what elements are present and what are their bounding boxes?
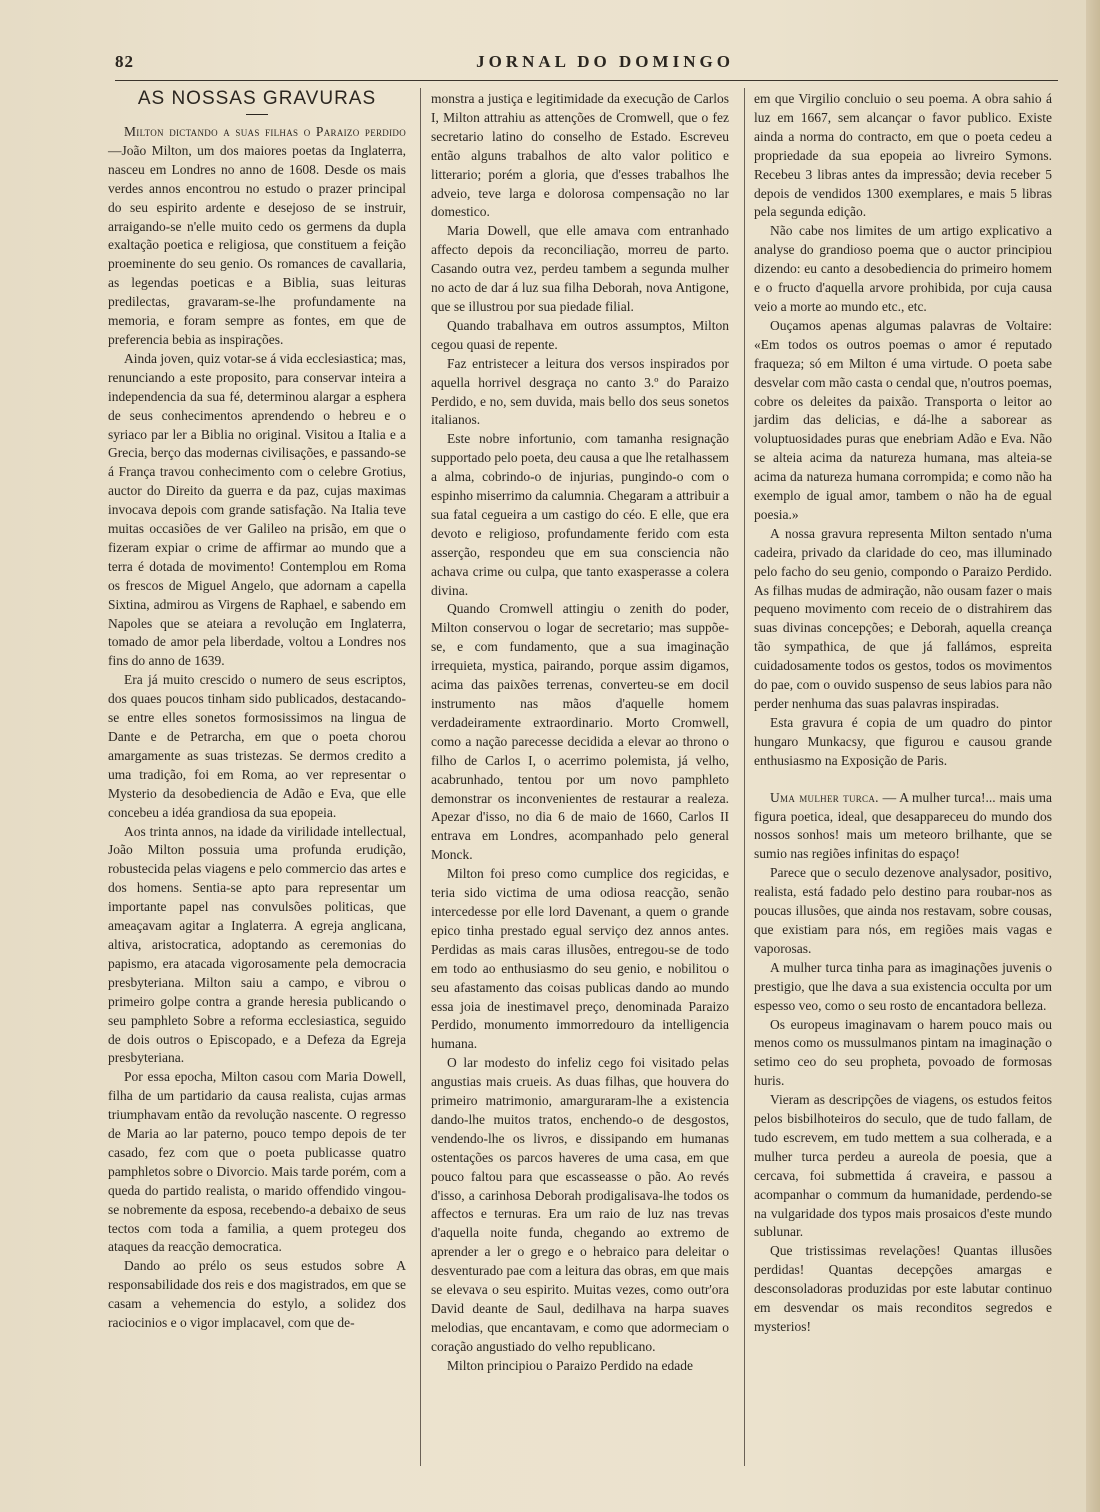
article-paragraph: Por essa epocha, Milton casou com Maria Dowell, filha de um partidario da causa realista, cujas armas triumphavam então da revolução nascente. O regresso de Maria ao lar paterno, pouco tempo depois de ter casado, fez com que o poeta publicasse quatro pamphletos sobre o Divorcio. Mais tarde porém, com a queda do partido realista, o marido offendido vingou-se nobremente da esposa, recebendo-a debaixo de seus tectos com toda a familia, a quem protegeu dos ataques da reacção democratica. [108,1069,406,1255]
article-paragraph: O lar modesto do infeliz cego foi visitado pelas angustias mais crueis. As duas filhas, que houvera do primeiro matrimonio, amarguraram-lhe a existencia dando-lhe muitos tratos, enchendo-o de desgostos, vendendo-lhe os livros, e dissipando em humanas ostentações os parcos haveres de uma casa, em que pouco faltou para que escasseasse o pão. Ao revés d'isso, a carinhosa Deborah prodigalisava-lhe todos os affectos e ternuras. Era um raio de luz nas trevas d'aquella noite funda, chegando ao extremo de aprender a ler o grego e o hebraico para deleitar o desventurado pae com a leitura das obras, em que mais se elevava o seu espirito. Muitas vezes, como outr'ora David deante de Saul, dedilhava na harpa suaves melodias, que encantavam, e como que adormeciam o coração angustiado do velho republicano. [431,1055,729,1354]
article-paragraph: Faz entristecer a leitura dos versos inspirados por aquella horrivel desgraça no canto 3.º do Paraizo Perdido, e no, sem duvida, mais bello dos seus sonetos italianos. [431,355,729,428]
article-paragraph: Ouçamos apenas algumas palavras de Voltaire: «Em todos os outros poemas o amor é reputado fraqueza; só em Milton é uma virtude. O poeta sabe desvelar com mão casta o cendal que, n'outros poemas, cobre os deleites da paixão. Transporta o leitor ao jardim das delicias, e dá-lhe a saborear as voluptuosidades puras que enebriam Adão e Eva. Não se alteia acima da natureza humana, mas alteia-se acima da natureza humana corrompida; e como não ha exemplo de igual amor, tambem o não ha de egual poesia.» [754,317,1052,522]
header-rule [115,80,1058,81]
column-2 [431,90,729,1376]
article-paragraph: Milton principiou o Paraizo Perdido na edade [447,1357,693,1373]
masthead-title: JORNAL DO DOMINGO [476,52,734,71]
article-paragraph: Quando Cromwell attingiu o zenith do poder, Milton conservou o logar de secretario; mas suppõe-se, e com fundamento, que a sua imaginação irrequieta, mystica, pairando, porque assim digamos, acima das paixões terrenas, converteu-se em docil instrumento nas mãos d'aquelle homem verdadeiramente extraordinario. Morto Cromwell, como a nação parecesse decidida a elevar ao throno o filho de Carlos I, o acerrimo polemista, já velho, acabrunhado, tentou por um novo pamphleto demonstrar os inconvenientes de restaurar a realeza. Apezar d'isso, no dia 6 de maio de 1660, Carlos II entrava em Londres, acompanhado pelo general Monck. [431,601,729,863]
article-paragraph: A mulher turca tinha para as imaginações juvenis o prestigio, que lhe dava a sua existencia occulta por um espesso veo, como o seu rosto de encantadora belleza. [754,959,1052,1013]
column-divider [744,88,745,1466]
article-paragraph: Vieram as descripções de viagens, os estudos feitos pelos bisbilhoteiros do seculo, que de tudo fallam, de tudo escrevem, em tudo mettem a sua colherada, e a mulher turca perdeu a aureola de poesia, que a cercava, foi submettida á craveira, e passou a acompanhar o commum da humanidade, perdendo-se na vulgaridade dos typos mais prosaicos d'este mundo sublunar. [754,1092,1052,1240]
page-number: 82 [115,52,134,71]
column-divider [420,88,421,1466]
article-paragraph: Aos trinta annos, na idade da virilidade intellectual, João Milton possuia uma profunda erudição, robustecida pelas viagens e pelo commercio das artes e dos homens. Sentia-se apto para representar um importante papel nas convulsões politicas, que ameaçavam agitar a Inglaterra. A egreja anglicana, altiva, aristocratica, adoptando as ceremonias do papismo, era atacada vigorosamente pela democracia presbyteriana. Milton saiu a campo, e vibrou o primeiro golpe contra a grande heresia publicando o seu pamphleto Sobre a reforma ecclesiastica, seguido de dois outros o Episcopado, e a Defeza da Egreja presbyteriana. [108,823,406,1066]
section-title: AS NOSSAS GRAVURAS [137,88,377,109]
article-paragraph: A nossa gravura representa Milton sentado n'uma cadeira, privado da claridade do ceo, mas illuminado pelo facho do seu genio, compondo o Paraizo Perdido. As filhas mudas de admiração, não ousam fazer o mais pequeno movimento com receio de o distrahirem das suas divinas concepções; e Deborah, aquella creança tão sympathica, de que já fallámos, espreita cuidadosamente todos os gestos, todos os movimentos do pae, com o ouvido suspenso de seus labios para não perder nenhuma das suas palavras inspiradas. [754,525,1052,711]
article-paragraph: Uma mulher turca. — A mulher turca!... mais uma figura poetica, ideal, que desappareceu do mundo dos nossos sonhos! mais um meteoro brilhante, que se sumio nas regiões infinitas do espaço! [754,789,1053,862]
article-paragraph: Milton dictando a suas filhas o Paraizo perdido—João Milton, um dos maiores poetas da Inglaterra, nasceu em Londres no anno de 1608. Desde os mais verdes annos encontrou no estudo o prazer principal do seu espirito ardente e desejoso de se instruir, arraigando-se n'elle muito cedo os germens da dupla exaltação poetica e religiosa, que constituem a feição proeminente do seu genio. Os romances de cavallaria, as legendas poeticas e a Biblia, suas leituras predilectas, gravaram-se-lhe profundamente na memoria, e foram sempre as fontes, em que de preferencia bebia as inspirações. [108,124,406,347]
caption-heading: Uma mulher turca. [770,789,879,805]
article-paragraph: Dando ao prélo os seus estudos sobre A responsabilidade dos reis e dos magistrados, em que se casam a vehemencia do estylo, a solidez dos raciocinios e o vigor implacavel, com que de- [108,1258,406,1331]
column-1 [108,88,406,1333]
title-divider [246,114,268,115]
article-paragraph: Milton foi preso como cumplice dos regicidas, e teria sido victima de uma odiosa reacção, senão intercedesse por elle lord Davenant, a quem o grande epico tinha prestado egual serviço dez annos antes. Perdidas as mais caras illusões, entregou-se de todo em todo ao enthusiasmo do seu genio, e nobilitou o seu afastamento das coisas publicas dando ao mundo essa joia de inestimavel preço, denominada Paraizo Perdido, monumento immorredouro da intelligencia humana. [431,866,729,1052]
article-paragraph: Maria Dowell, que elle amava com entranhado affecto depois da reconciliação, morreu de parto. Casando outra vez, perdeu tambem a segunda mulher no acto de dar á luz sua filha Deborah, nova Antigone, que se illustrou por sua piedade filial. [431,223,729,314]
page-header [115,52,1055,76]
article-paragraph: Ainda joven, quiz votar-se á vida ecclesiastica; mas, renunciando a este proposito, para conservar inteira a independencia da sua fé, determinou alargar a esphera de seus conhecimentos aprendendo o hebreu e o syriaco par ler a Biblia no original. Visitou a Italia e a Grecia, berço das modernas civilisações, e passando-se á França travou conhecimento com o celebre Grotius, auctor do Direito da guerra e da paz, cujas maximas invocava depois com grande satisfação. Na Italia teve muitas occasiões de ver Galileo na prisão, em que o fizeram expiar o crime de affirmar ao mundo que a terra é dotada de movimento! Contemplou em Roma os frescos de Miguel Angelo, que adornam a capella Sixtina, admirou as Virgens de Raphael, e sabendo em Napoles que se ateiara a revolução em Inglaterra, tomado de amor pela liberdade, voltou a Londres nos fins do anno de 1639. [108,350,406,669]
article-paragraph: monstra a justiça e legitimidade da execução de Carlos I, Milton attrahiu as attenções de Cromwell, que o fez secretario latino do conselho de Estado. Escreveu então alguns trabalhos de alto valor politico e litterario; porém a gloria, que d'esses trabalhos lhe adveio, teve larga e dolorosa compensação no lar domestico. [431,91,729,220]
article-paragraph: Quando trabalhava em outros assumptos, Milton cegou quasi de repente. [431,317,729,352]
article-paragraph: Esta gravura é copia de um quadro do pintor hungaro Munkacsy, que figurou e causou grande enthusiasmo na Exposição de Paris. [754,714,1052,768]
article-paragraph: Os europeus imaginavam o harem pouco mais ou menos como os mussulmanos pintam na imaginação o setimo ceo do seu propheta, povoado de formosas huris. [754,1016,1052,1089]
article-paragraph: Este nobre infortunio, com tamanha resignação supportado pelo poeta, deu causa a que lhe retalhassem a alma, cobrindo-o de injurias, pungindo-o com o espinho miserrimo da calumnia. Chegaram a attribuir a sua fatal cegueira a um castigo do céo. E elle, que era devoto e religioso, profundamente ferido com esta asserção, respondeu que em sua consciencia não achava crime ou culpa, que tanto exasperasse a colera divina. [431,431,730,598]
article-paragraph: Era já muito crescido o numero de seus escriptos, dos quaes poucos tinham sido publicados, destacando-se entre elles sonetos formosissimos na lingua de Dante e de Petrarcha, em que o poeta chorou amargamente as suas tristezas. Se dermos credito a uma tradição, foi em Roma, ao ver representar o Mysterio da desobediencia de Adão e Eva, que elle concebeu a idéa grandiosa da sua epopeia. [108,672,406,820]
page-edge [1086,0,1100,1512]
article-paragraph: em que Virgilio concluio o seu poema. A obra sahio á luz em 1667, sem alcançar o favor publico. Existe ainda a norma do contracto, em que o poeta cedeu a propriedade da sua epopeia ao livreiro Symons. Recebeu 3 libras antes da impressão; devia receber 5 depois de vendidos 1300 exemplares, e mais 5 libras pela segunda edição. [754,91,1052,220]
article-paragraph: Parece que o seculo dezenove analysador, positivo, realista, está fadado pelo destino para roubar-nos as poucas illusões, que ainda nos restavam, sobre cousas, que existiam para nós, em regiões mais vagas e vaporosas. [754,865,1052,956]
section-gap [754,771,1052,789]
caption-heading: Milton dictando a suas filhas o Paraizo perdido [124,124,406,139]
article-paragraph: Que tristissimas revelações! Quantas illusões perdidas! Quantas decepções amargas e desconsoladoras produzidas por este labutar continuo em desvendar os mais reconditos segredos e mysterios! [754,1243,1052,1334]
column-3 [754,90,1052,1337]
article-paragraph: Não cabe nos limites de um artigo explicativo a analyse do grandioso poema que o auctor principiou dizendo: eu canto a desobediencia do primeiro homem e o fructo d'aquella arvore prohibida, por cuja causa veio a morte ao mundo etc., etc. [754,223,1052,314]
